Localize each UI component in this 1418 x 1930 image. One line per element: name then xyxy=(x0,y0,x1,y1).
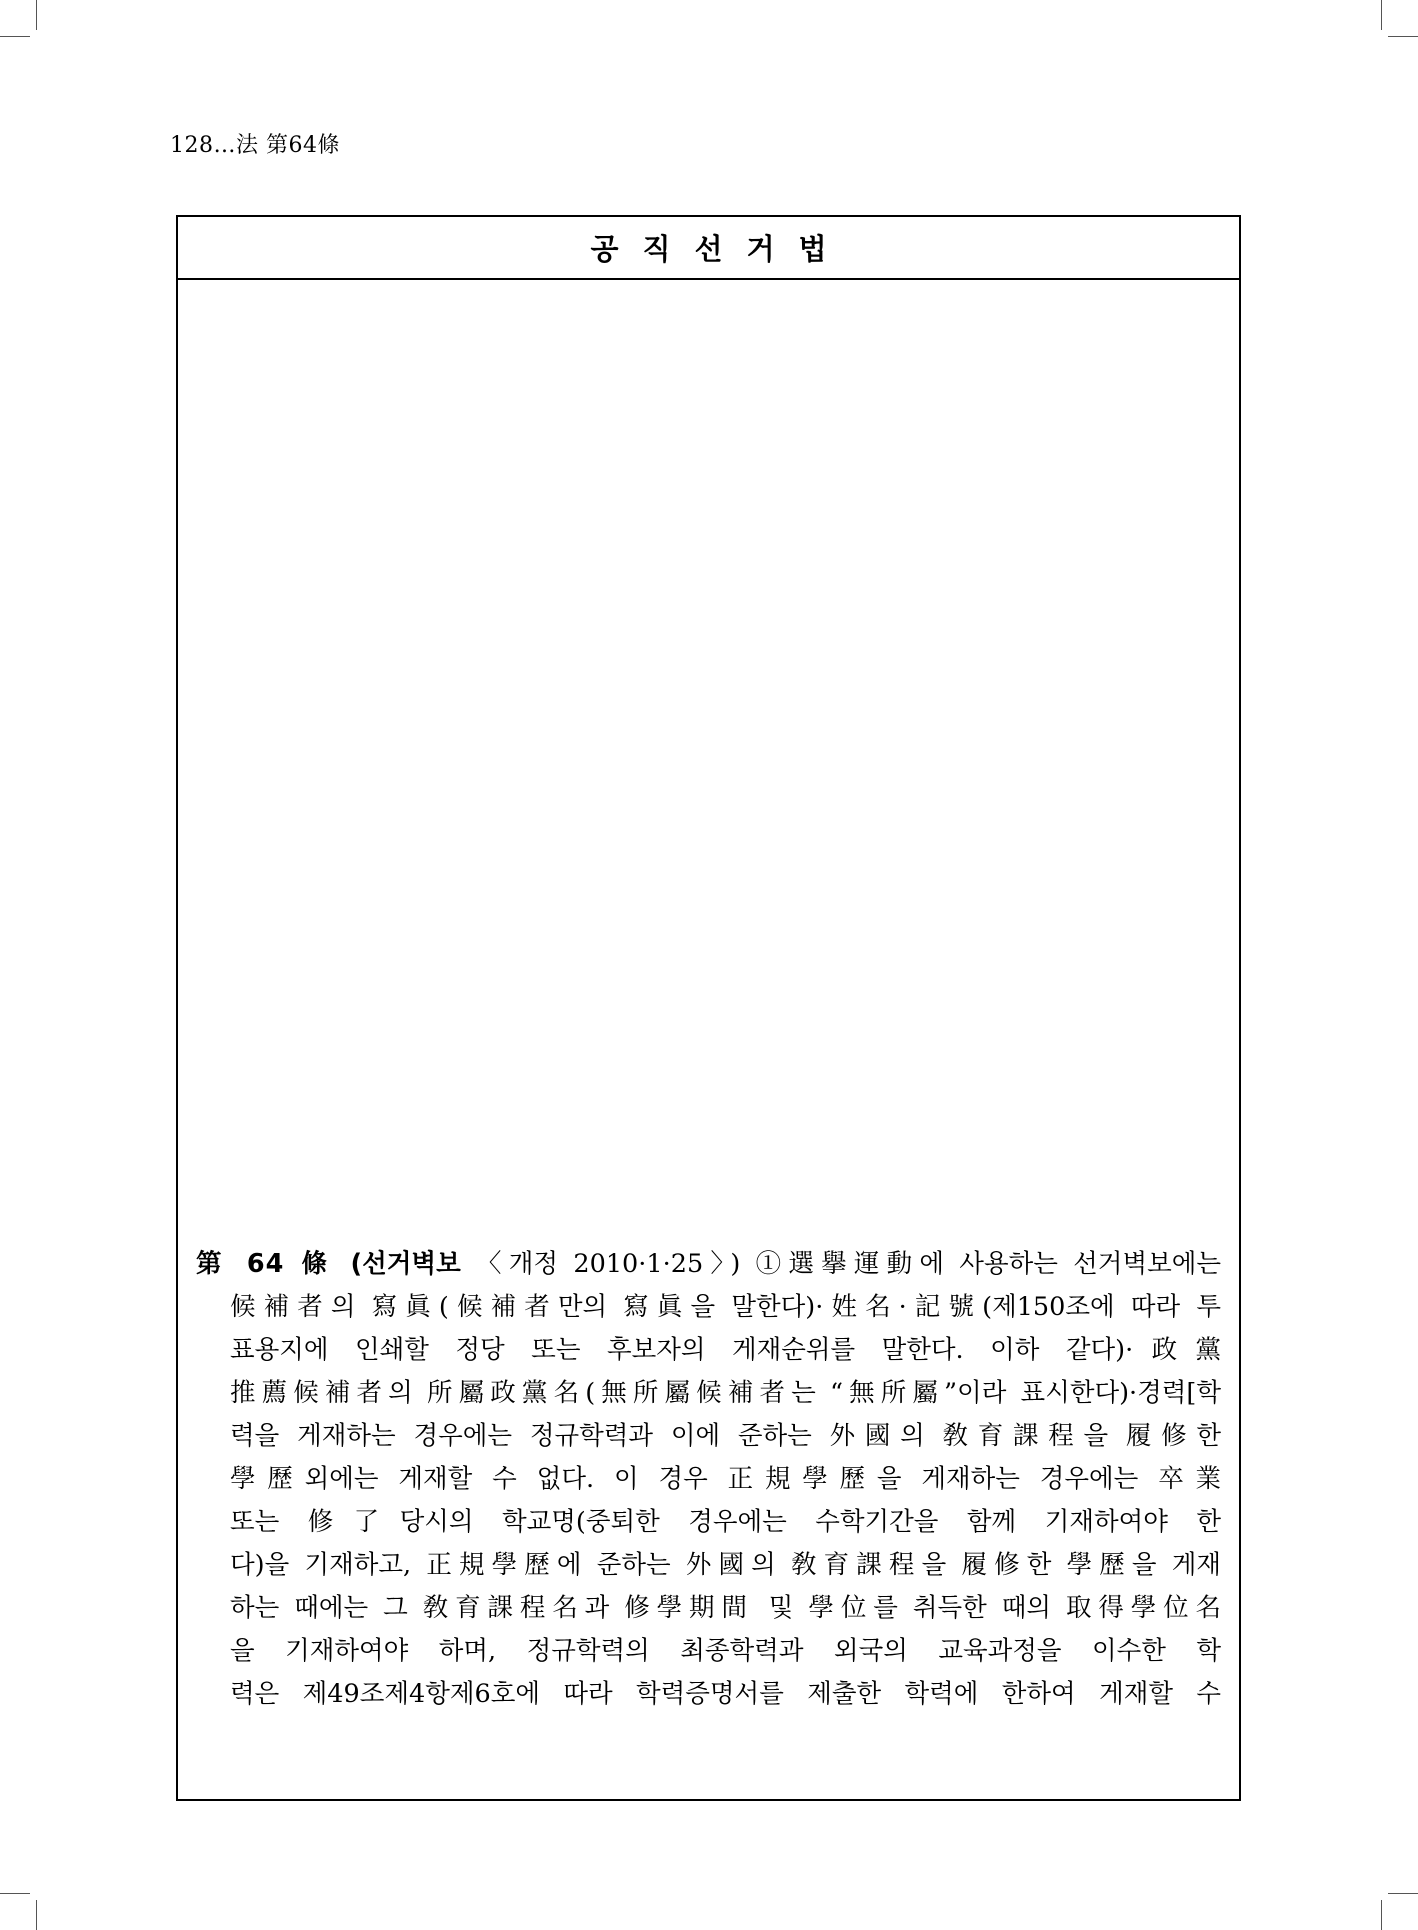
article-number: 第 64 條 xyxy=(196,1249,336,1279)
article-first-line xyxy=(196,1243,1221,1286)
crop-mark-top-left xyxy=(36,0,37,30)
article-amendment: 〈개정 2010·1·25〉) xyxy=(476,1249,741,1279)
article-line: 력을 게재하는 경우에는 정규학력과 이에 준하는 外國의 敎育課程을 履修한 xyxy=(230,1421,1221,1451)
article-line: 을 기재하여야 하며, 정규학력의 최종학력과 외국의 교육과정을 이수한 학 xyxy=(230,1636,1221,1666)
article-title: (선거벽보 xyxy=(350,1249,461,1279)
article-line: 推薦候補者의 所屬政黨名(無所屬候補者는 “無所屬”이라 표시한다)·경력[학 xyxy=(230,1378,1221,1408)
frame-body xyxy=(178,280,1239,1799)
crop-mark-bottom-right-h xyxy=(1388,1893,1418,1894)
article-line: 候補者의 寫眞(候補者만의 寫眞을 말한다)·姓名·記號(제150조에 따라 투 xyxy=(230,1292,1221,1322)
article-line: 또는 修了당시의 학교명(중퇴한 경우에는 수학기간을 함께 기재하여야 한 xyxy=(230,1507,1221,1537)
article-first-line-text: ①選擧運動에 사용하는 선거벽보에는 xyxy=(755,1249,1221,1279)
article-line: 표용지에 인쇄할 정당 또는 후보자의 게재순위를 말한다. 이하 같다)·政黨 xyxy=(230,1335,1221,1365)
article-line: 다)을 기재하고, 正規學歷에 준하는 外國의 敎育課程을 履修한 學歷을 게재 xyxy=(230,1550,1221,1580)
crop-mark-top-left-h xyxy=(0,36,30,37)
crop-mark-bottom-right xyxy=(1381,1900,1382,1930)
article-line: 하는 때에는 그 敎育課程名과 修學期間 및 學位를 취득한 때의 取得學位名 xyxy=(230,1593,1221,1623)
article-line: 學歷외에는 게재할 수 없다. 이 경우 正規學歷을 게재하는 경우에는 卒業 xyxy=(230,1464,1221,1494)
frame-title: 공직선거법 xyxy=(178,217,1239,280)
article-line: 력은 제49조제4항제6호에 따라 학력증명서를 제출한 학력에 한하여 게재할 수 xyxy=(230,1679,1221,1709)
crop-mark-bottom-left-h xyxy=(0,1893,30,1894)
crop-mark-top-right xyxy=(1381,0,1382,30)
article-64 xyxy=(196,1243,1221,1716)
law-frame xyxy=(176,215,1241,1801)
running-header: 128…法 第64條 xyxy=(170,133,340,158)
crop-mark-bottom-left xyxy=(36,1900,37,1930)
crop-mark-top-right-h xyxy=(1388,36,1418,37)
